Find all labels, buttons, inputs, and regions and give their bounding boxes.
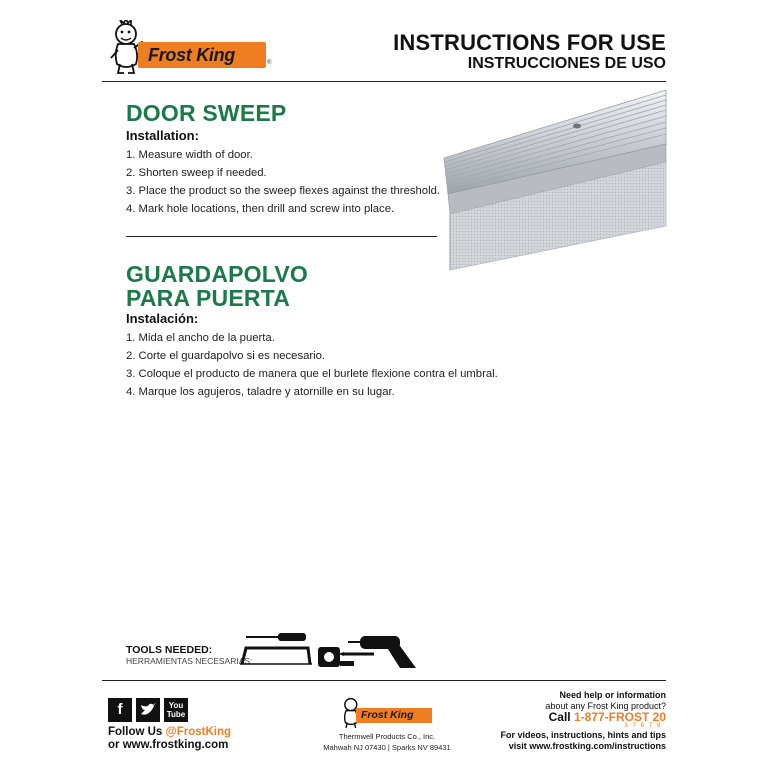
- footer-logo: [340, 696, 434, 730]
- help-line-3: For videos, instructions, hints and tips: [500, 730, 666, 740]
- list-item: 2. Shorten sweep if needed.: [126, 167, 267, 179]
- twitter-icon[interactable]: [136, 698, 160, 722]
- list-item: 4. Mark hole locations, then drill and screw into place.: [126, 203, 395, 215]
- tape-measure-icon: [318, 647, 354, 667]
- steps-list-es: [126, 329, 498, 401]
- company-address: Mahwah NJ 07430 | Sparks NV 89431: [323, 743, 451, 752]
- youtube-icon[interactable]: [164, 698, 188, 722]
- call-prefix: Call: [548, 710, 574, 724]
- help-line-1: Need help or information: [559, 690, 666, 700]
- youtube-text-bottom: Tube: [166, 710, 186, 719]
- brand-badge: [138, 42, 266, 68]
- section-title-en: DOOR SWEEP: [126, 100, 287, 126]
- header-divider: [102, 81, 666, 82]
- list-item: 3. Coloque el producto de manera que el burlete flexione contra el umbral.: [126, 368, 498, 380]
- call-line: [549, 710, 666, 724]
- footer-divider: [102, 680, 666, 681]
- page-subtitle: INSTRUCCIONES DE USO: [467, 55, 666, 72]
- registered-mark: ®: [267, 60, 272, 66]
- phone-digits: 3 7 6 7 8: [624, 723, 662, 729]
- follow-us: [108, 726, 231, 738]
- help-line-2: about any Frost King product?: [545, 701, 666, 711]
- brand-name: Frost King: [148, 45, 235, 65]
- door-sweep-product-image: [392, 86, 668, 276]
- frost-king-logo: [108, 20, 272, 76]
- youtube-text-top: You: [168, 701, 184, 710]
- website-link[interactable]: or www.frostking.com: [108, 739, 229, 751]
- list-item: 2. Corte el guardapolvo si es necesario.: [126, 350, 326, 362]
- list-item: 3. Place the product so the sweep flexes against the threshold.: [126, 185, 440, 197]
- section-divider: [126, 236, 437, 237]
- pencil-icon: [338, 652, 374, 656]
- instructions-link[interactable]: visit www.frostking.com/instructions: [508, 741, 666, 751]
- list-item: 1. Measure width of door.: [126, 149, 253, 161]
- section-title-es-line1: GUARDAPOLVO: [126, 261, 308, 287]
- tools-needed-label: TOOLS NEEDED:: [126, 644, 213, 656]
- company-name: Thermwell Products Co., Inc.: [338, 732, 436, 741]
- brand-badge: [356, 708, 432, 723]
- instalacion-label: Instalación:: [126, 311, 199, 326]
- phone-number[interactable]: 1-877-FROST 20: [573, 710, 666, 724]
- tools-icons: [236, 628, 426, 672]
- list-item: 4. Marque los agujeros, taladre y atornille en su lugar.: [126, 386, 395, 398]
- follow-prefix: Follow Us: [108, 726, 166, 738]
- hacksaw-icon: [240, 648, 312, 664]
- section-title-es-line2: PARA PUERTA: [126, 285, 291, 311]
- installation-label: Installation:: [126, 128, 199, 143]
- facebook-icon[interactable]: f: [108, 698, 132, 722]
- list-item: 1. Mida el ancho de la puerta.: [126, 332, 275, 344]
- page-title: INSTRUCTIONS FOR USE: [393, 30, 666, 55]
- screwdriver-icon: [246, 633, 306, 641]
- social-handle[interactable]: @FrostKing: [165, 726, 232, 738]
- drill-icon: [348, 636, 416, 668]
- social-icons: [108, 698, 188, 724]
- tools-needed-label-es: HERRAMIENTAS NECESARIAS:: [126, 656, 253, 666]
- brand-name: Frost King: [361, 709, 414, 721]
